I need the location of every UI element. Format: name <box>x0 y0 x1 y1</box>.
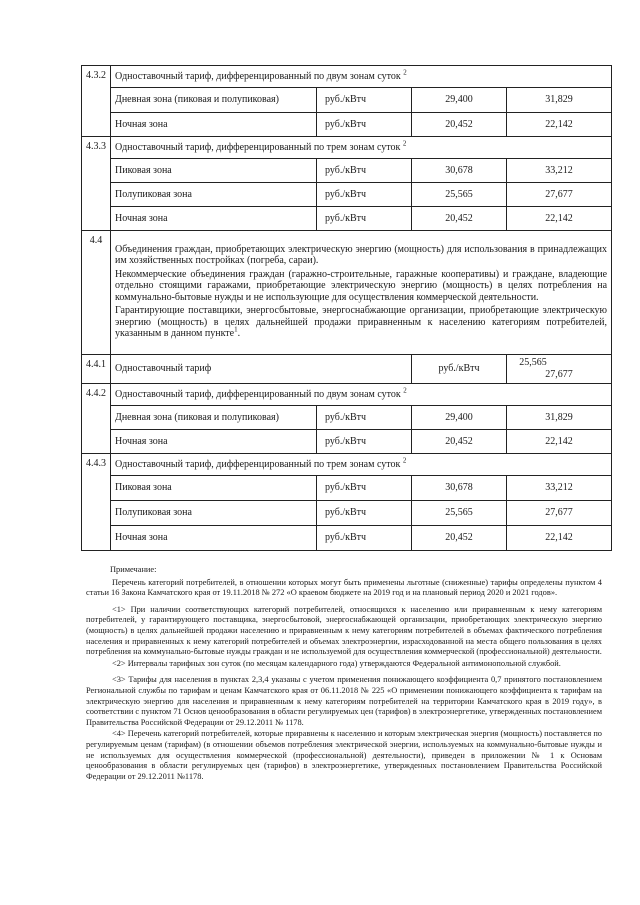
row-number: 4.4.3 <box>82 454 111 551</box>
category-description <box>111 231 612 355</box>
table-row <box>82 454 612 476</box>
tariff-value-2: 27,677 <box>545 369 573 380</box>
footnote-3: <3> Тарифы для населения в пунктах 2,3,4 указаны с учетом применения понижающего коэффициента 0,7 принятого постановлением Региональной службы по тарифам и ценам Камчатского края от 06.11.2018 № 225 «О применении понижающего коэффициента к тарифам на электрическую энергию для населения и приравненным к нему категориям потребителей на территории Камчатского края в 2019 году», в соответствии с пунктом 71 Основ ценообразования в области регулируемых цен (тарифов) в электроэнергетике, утвержденных постановлением Правительства Российской Федерации от 29.12.2011 № 1178. <box>86 675 602 727</box>
row-title: Одноставочный тариф, дифференцированный по трем зонам суток $^2$ <box>111 137 612 159</box>
tariff-value-2: 33,212 <box>507 476 612 501</box>
row-number: 4.4.1 <box>82 355 111 384</box>
table-row <box>82 526 612 551</box>
tariff-value-1: 20,452 <box>412 207 507 231</box>
zone-label: Пиковая зона <box>111 159 317 183</box>
tariff-value-1: 30,678 <box>412 159 507 183</box>
tariff-value-1: 20,452 <box>412 113 507 137</box>
zone-label: Дневная зона (пиковая и полупиковая) <box>111 406 317 430</box>
notes-intro: Перечень категорий потребителей, в отношении которых могут быть применены льготные (сниженные) тарифы определены пунктом 4 статьи 16 Закона Камчатского края от 19.11.2018 № 272 «О краевом бюджете на 2019 год и на плановый период 2020 и 2021 годов». <box>86 577 602 598</box>
zone-label: Пиковая зона <box>111 476 317 501</box>
zone-label: Полупиковая зона <box>111 183 317 207</box>
table-row <box>82 355 612 384</box>
paragraph: Объединения граждан, приобретающих электрическую энергию (мощность) для использования в принадлежащих им хозяйственных постройках (погреба, сараи). <box>115 243 608 266</box>
table-row <box>82 231 612 355</box>
tariff-value-2: 33,212 <box>507 159 612 183</box>
notes-title: Примечание: <box>110 565 157 574</box>
table-row <box>82 137 612 159</box>
tariff-value-1: 29,400 <box>412 406 507 430</box>
tariff-value-2: 31,829 <box>507 88 612 113</box>
unit-cell: руб./кВтч <box>317 501 412 526</box>
table-row <box>82 384 612 406</box>
unit-cell: руб./кВтч <box>317 88 412 113</box>
unit-cell: руб./кВтч <box>317 476 412 501</box>
tariff-value-1: 30,678 <box>412 476 507 501</box>
tariff-table <box>81 65 612 551</box>
table-row <box>82 88 612 113</box>
tariff-value-2: 22,142 <box>507 113 612 137</box>
tariff-value-1: 20,452 <box>412 526 507 551</box>
zone-label: Дневная зона (пиковая и полупиковая) <box>111 88 317 113</box>
row-number: 4.4 <box>82 231 111 355</box>
footnote-4: <4> Перечень категорий потребителей, которые приравнены к населению и которым электрическая энергия (мощность) поставляется по регулируемым ценам (тарифам) (в отношении объемов потребления электрической энергии, используемых на коммунально-бытовые нужды и не используемых для осуществления коммерческой (профессиональной) деятельности), приведен в приложении № 1 к Основам ценообразования в области регулируемых цен (тарифов) в электроэнергетике, утвержденных постановлением Правительства Российской Федерации от 29.12.2011 №1178. <box>86 729 602 781</box>
zone-label: Ночная зона <box>111 430 317 454</box>
unit-cell: руб./кВтч <box>317 406 412 430</box>
row-title: Одноставочный тариф, дифференцированный по двум зонам суток $^2$ <box>111 66 612 88</box>
unit-cell: руб./кВтч <box>317 207 412 231</box>
notes-section <box>86 565 602 782</box>
tariff-value-2: 22,142 <box>507 430 612 454</box>
table-row <box>82 430 612 454</box>
tariff-value-1: 29,400 <box>412 88 507 113</box>
table-row <box>82 207 612 231</box>
unit-cell: руб./кВтч <box>317 183 412 207</box>
unit-cell: руб./кВтч <box>317 159 412 183</box>
paragraph: Гарантирующие поставщики, энергосбытовые, энергоснабжающие организации, приобретающие электрическую энергию (мощность) в целях дальнейшей продажи приравненным к населению категориям потребителей, указанным в данном пункте$^1$. <box>115 305 608 339</box>
tariff-value-2: 27,677 <box>507 183 612 207</box>
unit-cell: руб./кВтч <box>412 355 507 384</box>
row-title: Одноставочный тариф, дифференцированный по трем зонам суток $^2$ <box>111 454 612 476</box>
tariff-value-1: 25,565 <box>412 183 507 207</box>
tariff-value-1: 25,565 <box>412 501 507 526</box>
row-number: 4.3.3 <box>82 137 111 231</box>
tariff-value-1: 20,452 <box>412 430 507 454</box>
row-number: 4.3.2 <box>82 66 111 137</box>
unit-cell: руб./кВтч <box>317 526 412 551</box>
table-row <box>82 159 612 183</box>
table-row <box>82 476 612 501</box>
paragraph: Некоммерческие объединения граждан (гаражно-строительные, гаражные кооперативы) и граждане, владеющие отдельно стоящими гаражами, приобретающие электрическую энергию (мощность) в целях потребления на коммунально-бытовые нужды и не использующие для осуществления коммерческой деятельности. <box>115 268 608 303</box>
unit-cell: руб./кВтч <box>317 430 412 454</box>
tariff-value-2: 27,677 <box>507 501 612 526</box>
row-number: 4.4.2 <box>82 384 111 454</box>
table-row <box>82 406 612 430</box>
table-row <box>82 66 612 88</box>
tariff-value-2: 22,142 <box>507 207 612 231</box>
row-title: Одноставочный тариф, дифференцированный по двум зонам суток $^2$ <box>111 384 612 406</box>
zone-label: Ночная зона <box>111 526 317 551</box>
table-row <box>82 113 612 137</box>
zone-label: Ночная зона <box>111 113 317 137</box>
table-row <box>82 183 612 207</box>
footnote-1: <1> При наличии соответствующих категорий потребителей, относящихся к населению или приравненным к нему категориям потребителей, у гарантирующего поставщика, энергосбытовой, энергоснабжающей организации, приобретающих электрическую энергию (мощность) в целях дальнейшей продажи населению и приравненным к нему категориям потребителей в объемах фактического потребления населения и приравненных к нему категорий потребителей и объемах электроэнергии, израсходованной на места общего пользования в целях потребления на коммунально-бытовые нужды граждан и не используемой для осуществления коммерческой (профессиональной) деятельности. <box>86 604 602 657</box>
table-row <box>82 501 612 526</box>
zone-label: Ночная зона <box>111 207 317 231</box>
zone-label: Полупиковая зона <box>111 501 317 526</box>
tariff-value-2: 22,142 <box>507 526 612 551</box>
tariff-value-2: 31,829 <box>507 406 612 430</box>
row-title: Одноставочный тариф <box>111 355 412 384</box>
footnote-2: <2> Интервалы тарифных зон суток (по месяцам календарного года) утверждаются Федеральной антимонопольной службой. <box>112 658 561 668</box>
tariff-value-1: 25,56527,677 <box>507 355 612 384</box>
unit-cell: руб./кВтч <box>317 113 412 137</box>
